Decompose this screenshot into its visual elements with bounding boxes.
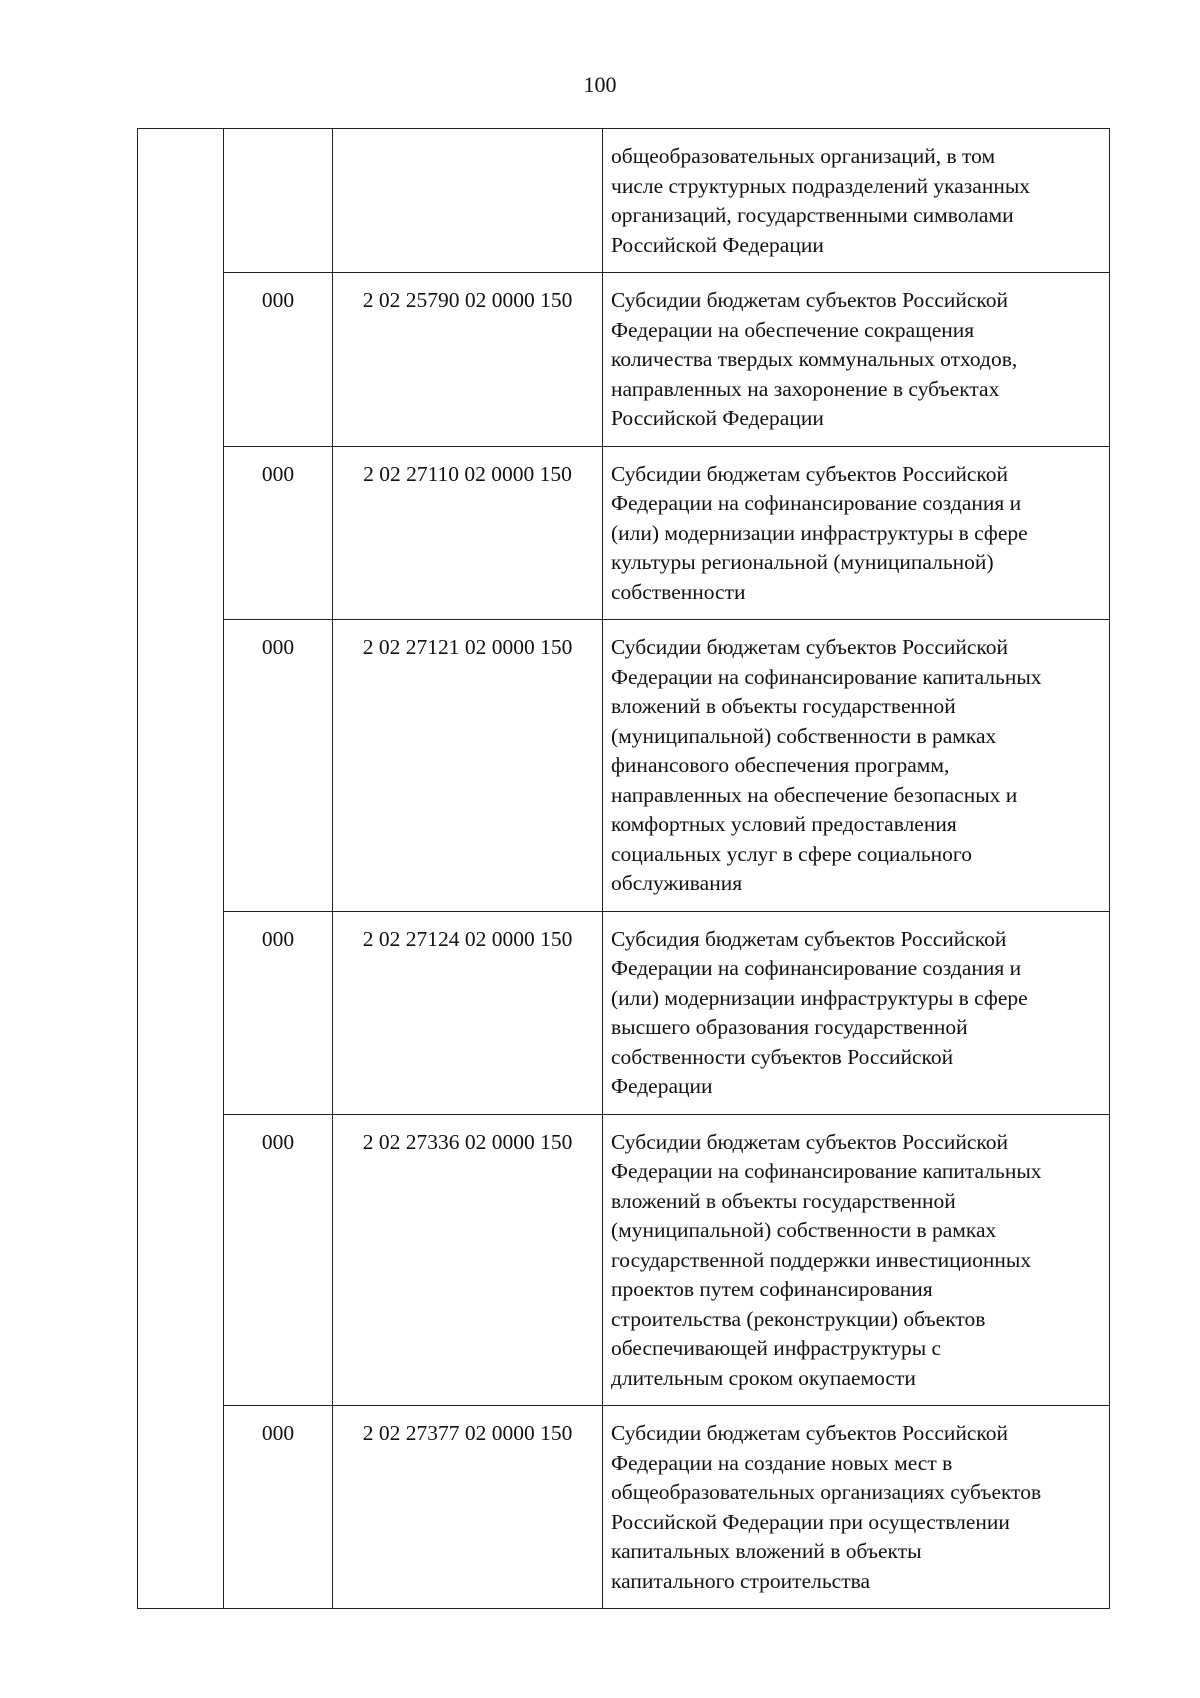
table-row [138,1114,1110,1406]
budget-income-table [137,128,1110,1609]
description-cell [603,1114,1110,1406]
description-line: Российской Федерации [611,406,824,430]
description-line: (муниципальной) собственности в рамках [611,1218,997,1242]
description-line: Субсидии бюджетам субъектов Российской [611,288,1009,312]
description-line: высшего образования государственной [611,1015,968,1039]
admin-code-cell: 000 [224,1406,333,1609]
admin-code-cell: 000 [224,446,333,620]
table-body [138,129,1110,1609]
description-line: общеобразовательных организациях субъектов [611,1480,1042,1504]
income-code-cell: 2 02 27377 02 0000 150 [333,1406,603,1609]
description-line: (или) модернизации инфраструктуры в сфере [611,520,1028,545]
description-line: вложений в объекты государственной [611,694,956,718]
description-line: собственности субъектов Российской [611,1044,954,1069]
description-line: Федерации на софинансирование капитальных [611,1159,1042,1183]
description-line: Федерации на софинансирование капитальных [611,664,1042,689]
description-line: капитального строительства [611,1568,871,1593]
page-number: 100 [583,72,617,97]
income-code-cell: 2 02 27336 02 0000 150 [333,1114,603,1406]
description-line: Субсидии бюджетам субъектов Российской [611,461,1009,486]
description-line: Федерации на создание новых мест в [611,1450,953,1475]
admin-code-cell: 000 [224,620,333,912]
description-line: собственности [611,579,746,604]
description-line: Федерации на обеспечение сокращения [611,317,975,342]
admin-code-cell: 000 [224,273,333,447]
table-row [138,446,1110,620]
description-line: направленных на захоронение в субъектах [611,376,1000,401]
income-code-cell: 2 02 27124 02 0000 150 [333,911,603,1114]
description-line: капитальных вложений в объекты [611,1539,922,1563]
description-line: направленных на обеспечение безопасных и [611,782,1018,807]
description-line: комфортных условий предоставления [611,812,957,836]
description-line: вложений в объекты государственной [611,1188,956,1213]
description-cell [603,1406,1110,1609]
income-code-cell [333,129,603,273]
description-line: Российской Федерации при осуществлении [611,1509,1010,1534]
table-row [138,911,1110,1114]
description-line: Федерации на софинансирование создания и [611,491,1022,515]
description-line: Федерации [611,1074,713,1098]
income-code-cell: 2 02 25790 02 0000 150 [333,273,603,447]
empty-number-cell [138,129,224,1609]
admin-code-cell [224,129,333,273]
description-line: финансового обеспечения программ, [611,753,950,777]
income-code-cell: 2 02 27110 02 0000 150 [333,446,603,620]
description-line: Субсидии бюджетам субъектов Российской [611,635,1009,659]
description-cell [603,620,1110,912]
description-line: социальных услуг в сфере социального [611,841,972,866]
description-line: числе структурных подразделений указанных [611,173,1031,198]
description-line: организаций, государственными символами [611,203,1014,227]
description-line: обслуживания [611,871,743,895]
table-row [138,620,1110,912]
admin-code-cell: 000 [224,911,333,1114]
description-line: количества твердых коммунальных отходов, [611,347,1018,371]
description-cell [603,446,1110,620]
description-line: Субсидия бюджетам субъектов Российской [611,926,1007,951]
description-line: (муниципальной) собственности в рамках [611,723,997,748]
description-line: проектов путем софинансирования [611,1277,933,1301]
description-line: длительным сроком окупаемости [611,1365,916,1390]
description-line: (или) модернизации инфраструктуры в сфере [611,985,1028,1010]
description-line: культуры региональной (муниципальной) [611,550,994,574]
income-code-cell: 2 02 27121 02 0000 150 [333,620,603,912]
description-line: Российской Федерации [611,232,824,257]
admin-code-cell: 000 [224,1114,333,1406]
table-row [138,273,1110,447]
description-line: обеспечивающей инфраструктуры с [611,1336,942,1360]
table-row [138,129,1110,273]
description-line: Федерации на софинансирование создания и [611,956,1022,980]
description-cell [603,129,1110,273]
description-line: Субсидии бюджетам субъектов Российской [611,1129,1009,1154]
description-line: общеобразовательных организаций, в том [611,144,996,168]
description-line: строительства (реконструкции) объектов [611,1306,986,1331]
description-cell [603,911,1110,1114]
table-row [138,1406,1110,1609]
description-cell [603,273,1110,447]
description-line: государственной поддержки инвестиционных [611,1247,1032,1272]
description-line: Субсидии бюджетам субъектов Российской [611,1421,1009,1445]
